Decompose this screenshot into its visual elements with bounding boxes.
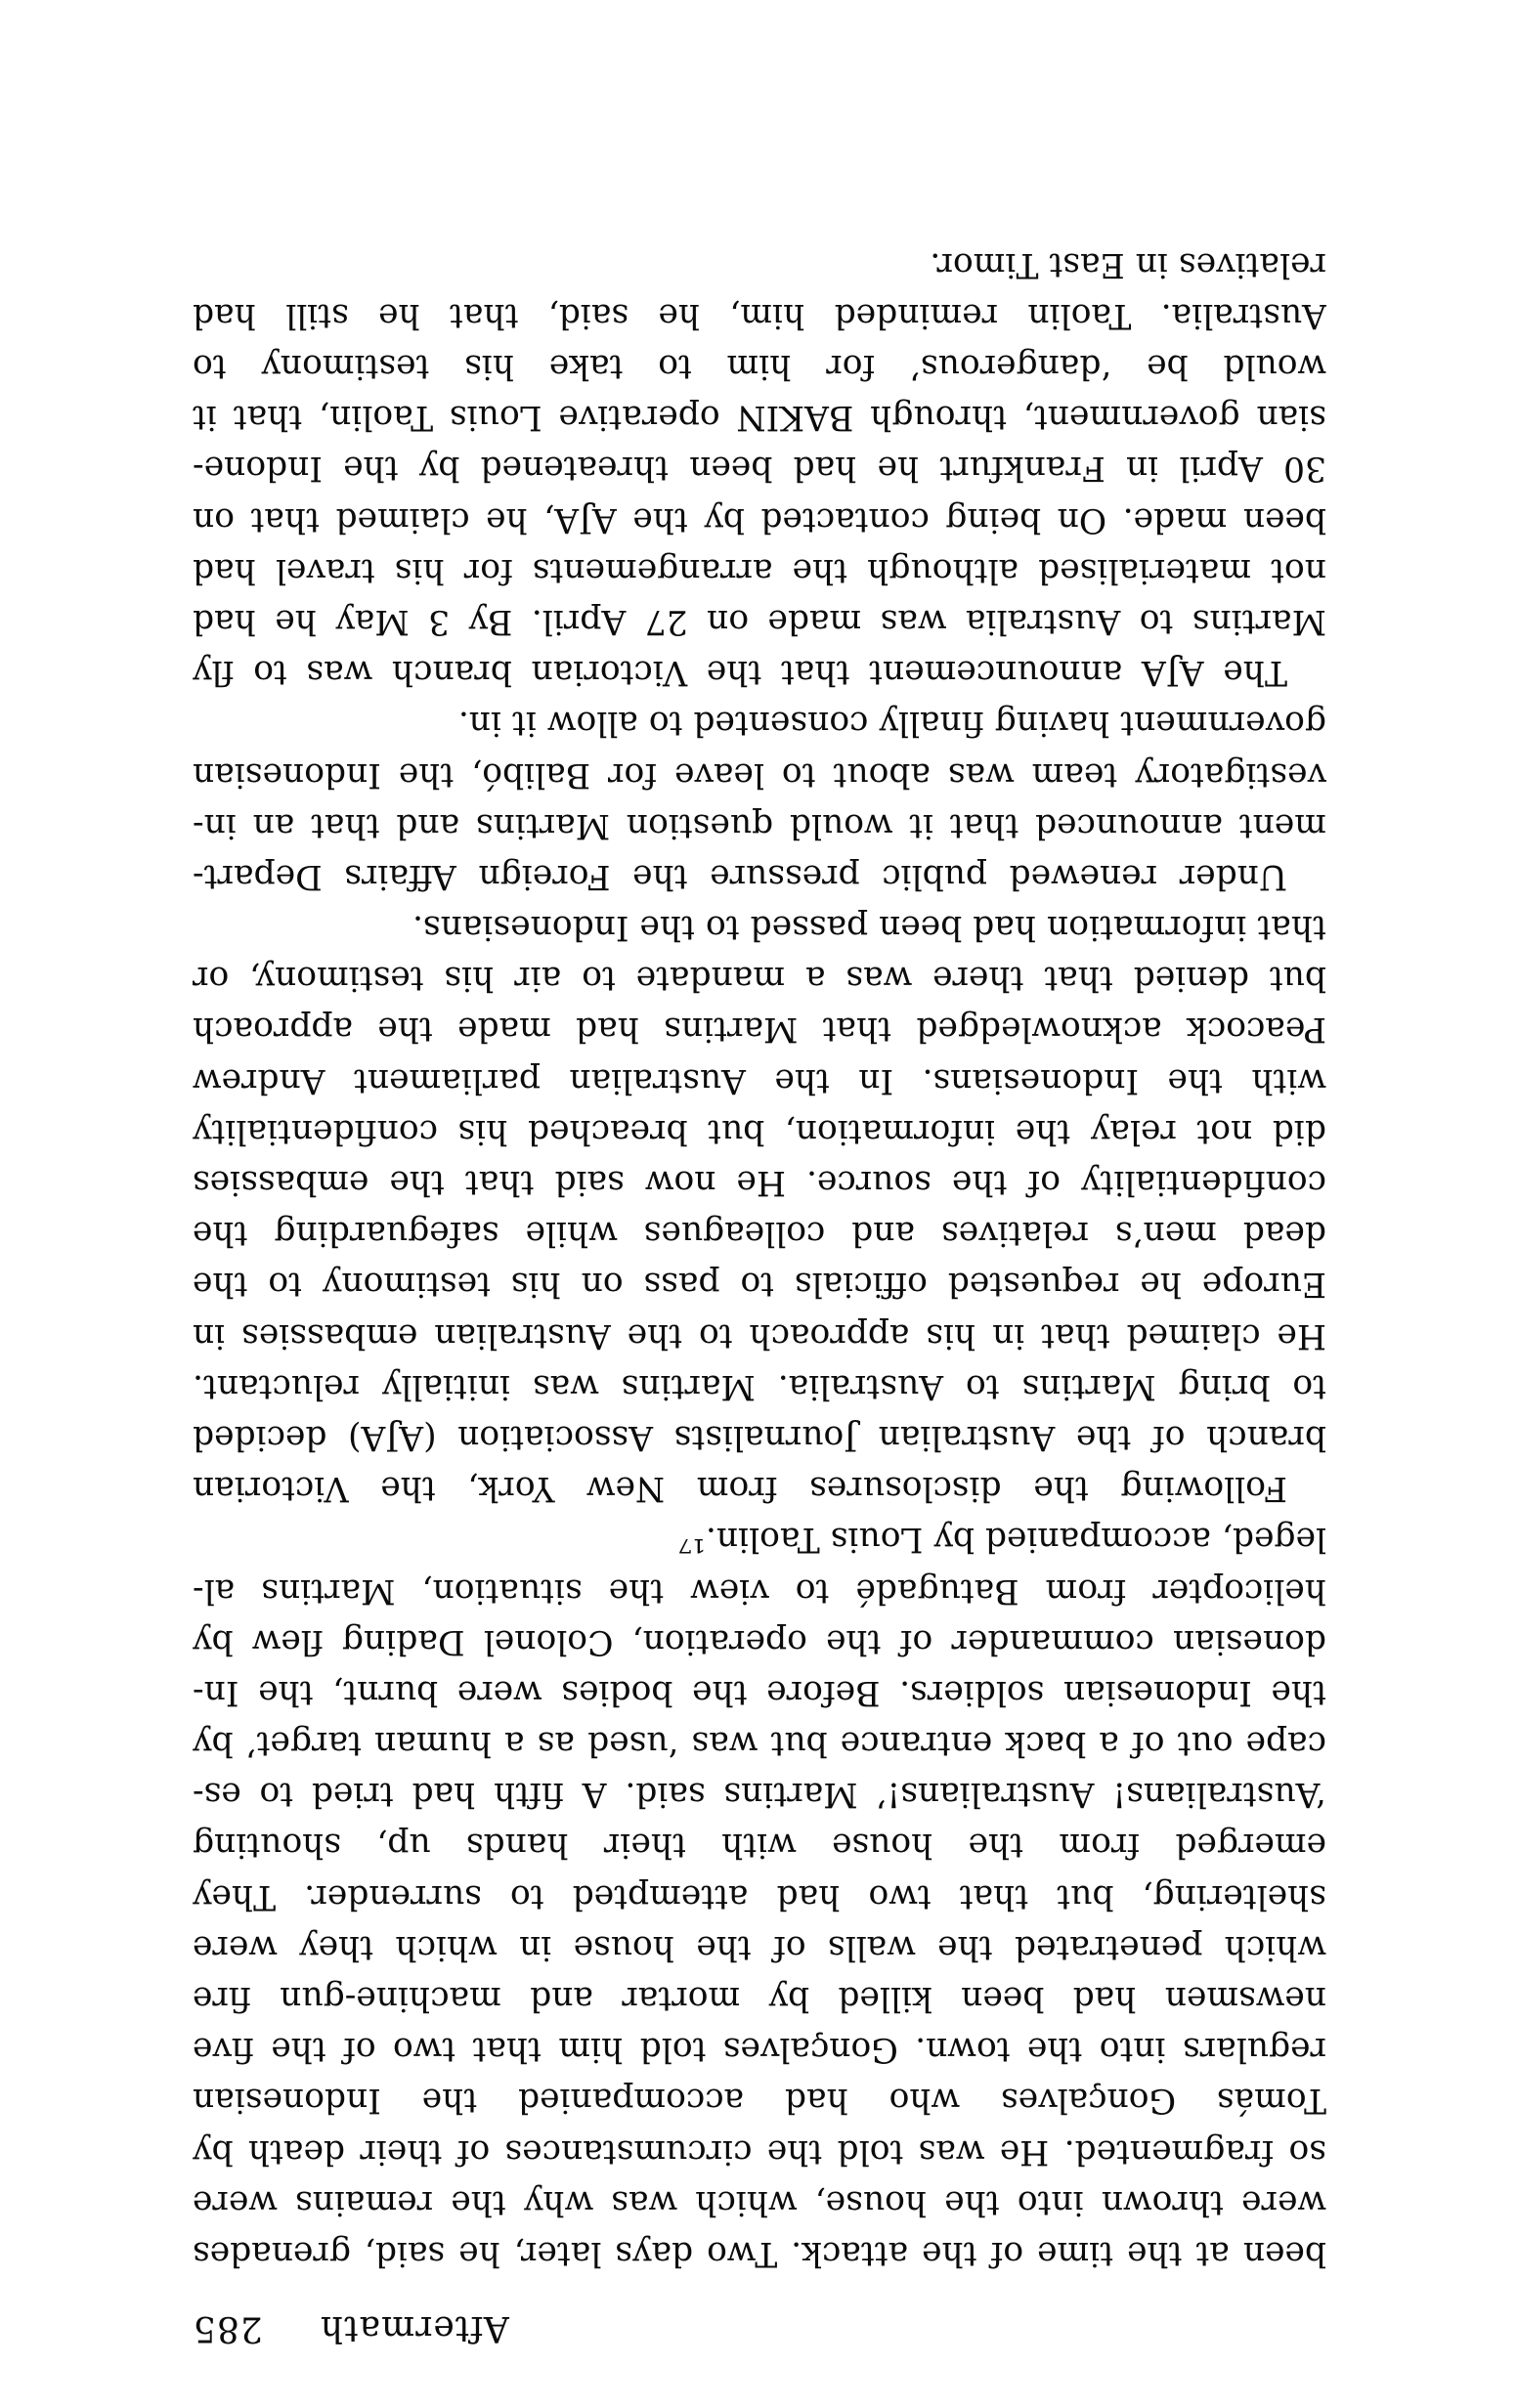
text-line: were thrown into the house, which was why the remains were — [193, 2182, 1326, 2222]
text-line: which penetrated the walls of the house in which they were — [193, 1927, 1326, 1967]
text-line: would be ‘dangerous’ for him to take his testimony to — [193, 347, 1326, 387]
text-line: branch of the Australian Journalists Association (AJA) decided — [193, 1418, 1326, 1457]
text-line: 30 April in Frankfurt he had been threatened by the Indone- — [193, 449, 1326, 489]
text-line: newsmen had been killed by mortar and machine-gun fire — [193, 1979, 1326, 2019]
text-line: ment announced that it would question Martins and that an in- — [193, 805, 1326, 845]
text-line: dead men’s relatives and colleagues while safeguarding the — [193, 1214, 1326, 1254]
text-line: Australia. Taolin reminded him, he said, that he still had — [193, 295, 1326, 335]
text-line: Tomás Gonçalves who had accompanied the Indonesian — [193, 2081, 1326, 2121]
chapter-title: Aftermath — [320, 2308, 509, 2348]
text-line: Peacock acknowledged that Martins had made the approach — [193, 1010, 1326, 1050]
text-line: confidentiality of the source. He now said that the embassies — [193, 1163, 1326, 1203]
text-line: leged, accompanied by Louis Taolin.¹⁷ — [678, 1520, 1326, 1560]
text-line: ‘Australians! Australians!’ Martins said. A fifth had tried to es- — [193, 1775, 1326, 1815]
text-line: Europe he requested officials to pass on his testimony to the — [193, 1265, 1326, 1305]
text-line: He claimed that in his approach to the Australian embassies in — [193, 1315, 1326, 1355]
text-line: relatives in East Timor. — [930, 244, 1326, 284]
text-line: emerged from the house with their hands up, shouting — [193, 1826, 1326, 1866]
text-line: but denied that there was a mandate to air his testimony, or — [193, 959, 1326, 999]
text-line: Under renewed public pressure the Foreign Affairs Depart- — [193, 856, 1287, 896]
page-number: 285 — [193, 2308, 263, 2348]
text-line: government having finally consented to allow it in. — [457, 704, 1326, 744]
text-line: that information had been passed to the Indonesians. — [412, 908, 1326, 948]
text-line: been made. On being contacted by the AJA, he claimed that on — [193, 499, 1326, 539]
text-line: so fragmented. He was told the circumstances of their death by — [193, 2131, 1326, 2172]
text-line: Following the disclosures from New York, the Victorian — [193, 1469, 1287, 1509]
text-line: did not relay the information, but breached his confidentiality — [193, 1111, 1326, 1151]
text-line: The AJA announcement that the Victorian branch was to fly — [193, 653, 1287, 693]
text-line: sheltering, but that two had attempted to surrender. They — [193, 1876, 1326, 1916]
text-line: regulars into the town. Gonçalves told him that two of the five — [193, 2030, 1326, 2070]
text-line: donesian commander of the operation, Colonel Dading flew by — [193, 1621, 1326, 1661]
text-line: vestigatory team was about to leave for Balibó, the Indonesian — [193, 754, 1326, 795]
running-head — [193, 2304, 1326, 2351]
text-line: not materialised although the arrangements for his travel had — [193, 550, 1326, 590]
text-line: the Indonesian soldiers. Before the bodies were burnt, the In- — [193, 1672, 1326, 1712]
text-line: been at the time of the attack. Two days later, he said, grenades — [193, 2234, 1326, 2273]
text-line: Martins to Australia was made on 27 April. By 3 May he had — [193, 602, 1326, 641]
body-text — [193, 239, 1326, 2280]
text-line: cape out of a back entrance but was ‘used as a human target’ by — [193, 1724, 1326, 1764]
text-line: with the Indonesians. In the Australian parliament Andrew — [193, 1060, 1326, 1100]
text-line: to bring Martins to Australia. Martins was initially reluctant. — [193, 1366, 1326, 1406]
text-line: sian government, through BAKIN operative Louis Taolin, that it — [193, 398, 1326, 438]
text-line: helicopter from Batugadé to view the situation, Martins al- — [193, 1570, 1326, 1611]
